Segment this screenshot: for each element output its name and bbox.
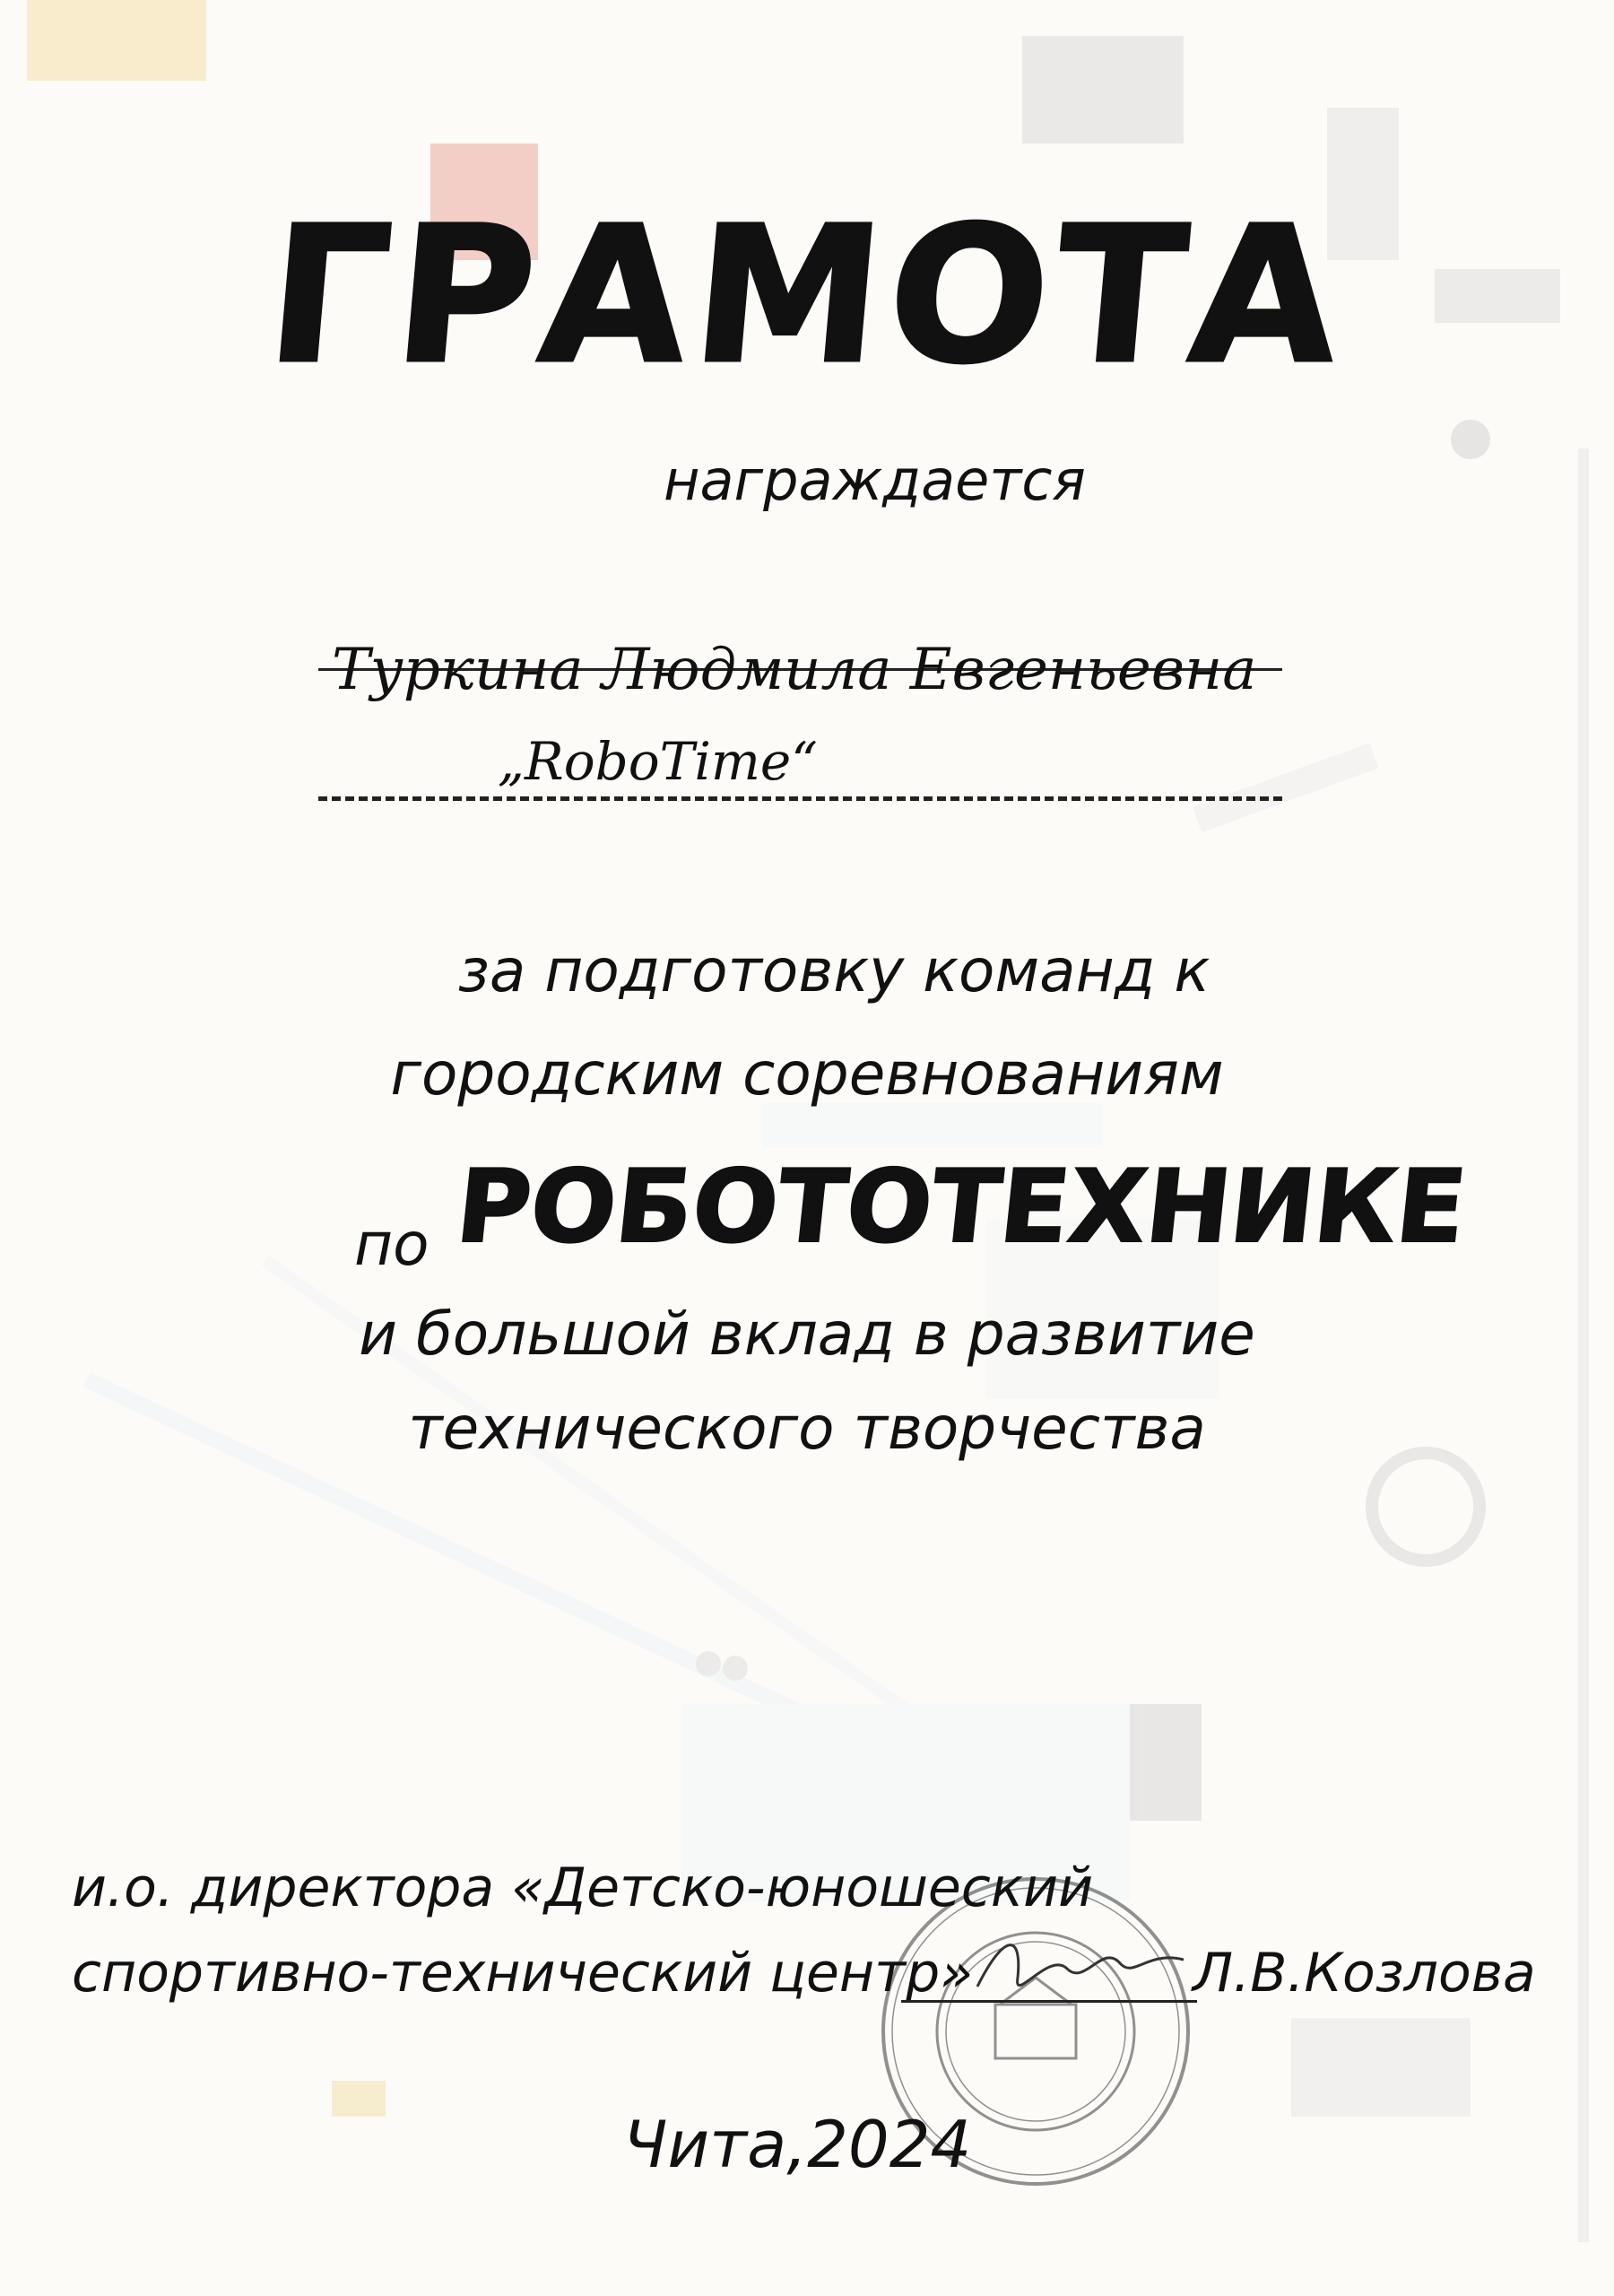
director-title-line-2: спортивно-технический центр» [72, 1942, 974, 2005]
reason-line-3-main: РОБОТОТЕХНИКЕ [451, 1149, 1472, 1265]
certificate-title: ГРАМОТА [259, 186, 1355, 405]
reason-line-1: за подготовку команд к [457, 936, 1210, 1005]
signer-name: Л.В.Козлова [1193, 1942, 1536, 2005]
organization-name: „RoboTime“ [498, 731, 818, 792]
reason-line-2: городским соревнованиям [390, 1039, 1224, 1109]
awarded-label: награждается [664, 448, 1086, 513]
reason-line-3-prefix: по [354, 1210, 430, 1279]
reason-line-4: и большой вклад в развитие [359, 1300, 1255, 1369]
director-title-line-1: и.о. директора «Детско-юношеский [72, 1857, 1094, 1919]
organization-underline [318, 796, 1282, 801]
city-and-year: Чита,2024 [623, 2107, 972, 2182]
reason-line-5: технического творчества [408, 1394, 1206, 1463]
recipient-name: Туркина Людмила Евгеньевна [332, 637, 1257, 703]
signature-line [901, 2000, 1197, 2003]
